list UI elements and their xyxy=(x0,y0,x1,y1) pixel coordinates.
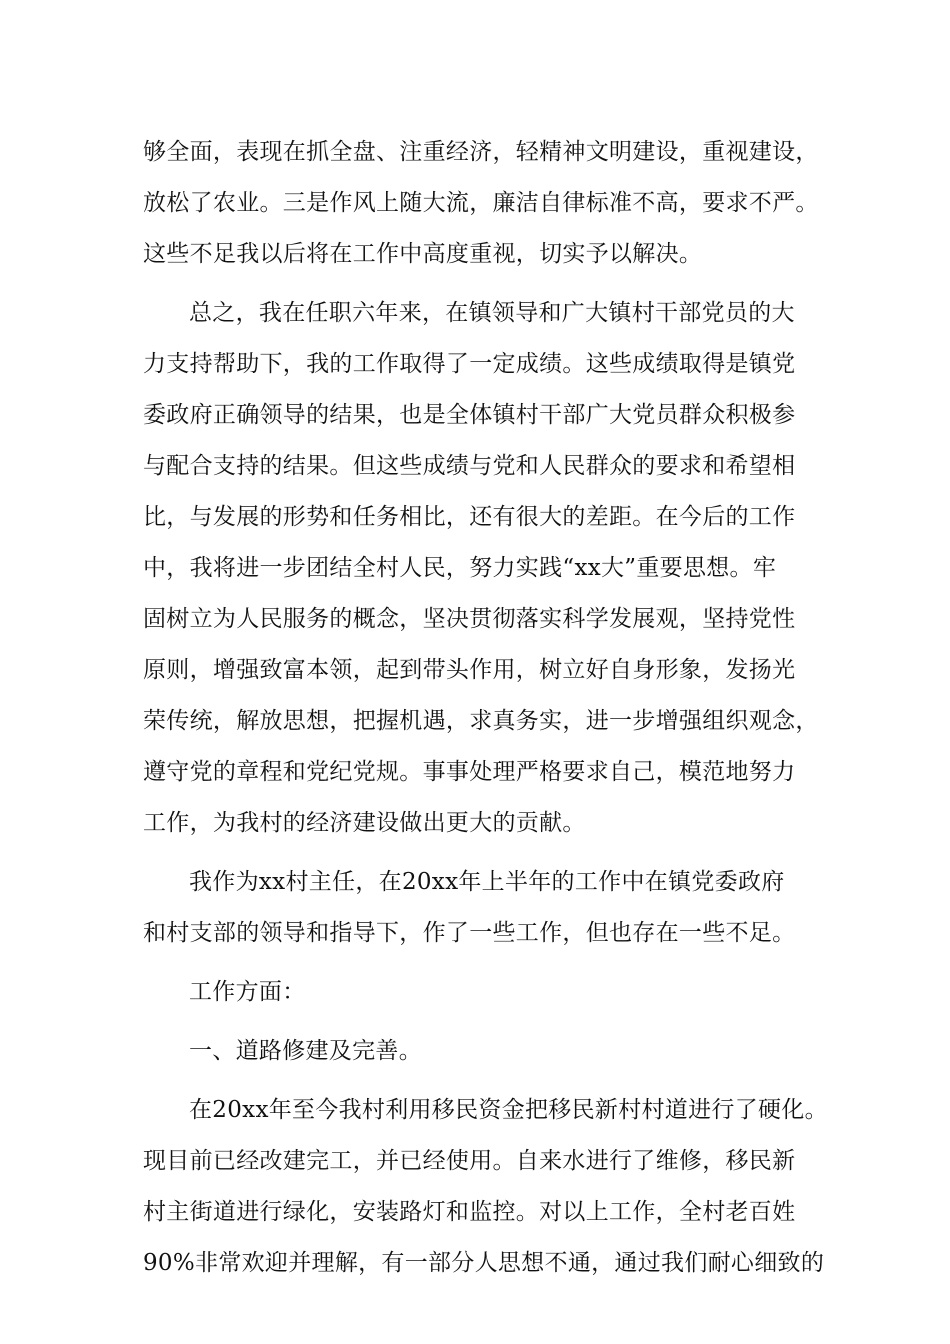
text-line: 中，我将进一步团结全村人民，努力实践“xx大”重要思想。牢 xyxy=(143,555,777,581)
text-line: 和村支部的领导和指导下，作了一些工作，但也存在一些不足。 xyxy=(143,920,796,946)
subsection-heading: 一、道路修建及完善。 xyxy=(189,1038,422,1064)
text-line: 与配合支持的结果。但这些成绩与党和人民群众的要求和希望相 xyxy=(143,453,796,479)
paragraph-start-line: 在20xx年至今我村利用移民资金把移民新村村道进行了硬化。 xyxy=(189,1097,828,1123)
text-line: 这些不足我以后将在工作中高度重视，切实予以解决。 xyxy=(143,241,703,267)
text-line: 比，与发展的形势和任务相比，还有很大的差距。在今后的工作 xyxy=(143,504,796,530)
text-line: 力支持帮助下，我的工作取得了一定成绩。这些成绩取得是镇党 xyxy=(143,351,796,377)
text-line: 荣传统，解放思想，把握机遇，求真务实，进一步增强组织观念， xyxy=(143,708,819,734)
paragraph-start-line: 总之，我在任职六年来，在镇领导和广大镇村干部党员的大 xyxy=(189,300,795,326)
text-line: 原则，增强致富本领，起到带头作用，树立好自身形象，发扬光 xyxy=(143,657,796,683)
text-line: 固树立为人民服务的概念，坚决贯彻落实科学发展观，坚持党性 xyxy=(143,606,796,632)
text-line: 工作，为我村的经济建设做出更大的贡献。 xyxy=(143,810,586,836)
text-line: 90%非常欢迎并理解，有一部分人思想不通，通过我们耐心细致的 xyxy=(143,1250,825,1276)
document-body xyxy=(143,127,828,1289)
text-line: 现目前已经改建完工，并已经使用。自来水进行了维修，移民新 xyxy=(143,1148,796,1174)
text-line: 放松了农业。三是作风上随大流，廉洁自律标准不高，要求不严。 xyxy=(143,190,819,216)
text-line: 遵守党的章程和党纪党规。事事处理严格要求自己，模范地努力 xyxy=(143,759,796,785)
text-line: 村主街道进行绿化，安装路灯和监控。对以上工作，全村老百姓 xyxy=(143,1199,796,1225)
paragraph-start-line: 我作为xx村主任，在20xx年上半年的工作中在镇党委政府 xyxy=(189,869,785,895)
text-line: 委政府正确领导的结果，也是全体镇村干部广大党员群众积极参 xyxy=(143,402,796,428)
text-line: 够全面，表现在抓全盘、注重经济，轻精神文明建设，重视建设， xyxy=(143,139,819,165)
section-heading: 工作方面： xyxy=(189,979,306,1005)
